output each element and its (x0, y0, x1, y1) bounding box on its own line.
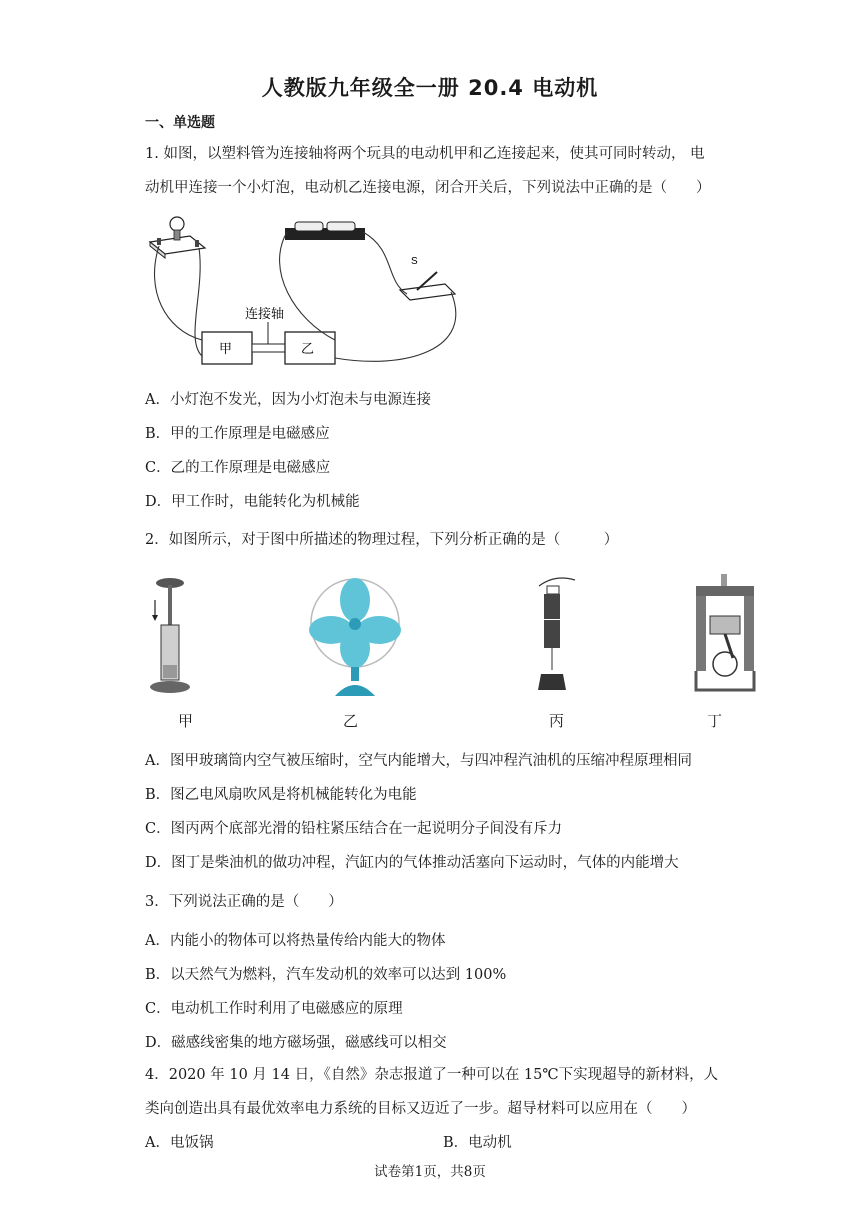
q3-option-a: A．内能小的物体可以将热量传给内能大的物体 (145, 933, 446, 949)
q1-stem-line1: 1. 如图，以塑料管为连接轴将两个玩具的电动机甲和乙连接起来，使其可同时转动， 电 (145, 146, 705, 162)
q2-option-c: C．图丙两个底部光滑的铅柱紧压结合在一起说明分子间没有斥力 (145, 821, 563, 837)
lamp-board (150, 217, 205, 258)
q3-option-d: D．磁感线密集的地方磁场强，磁感线可以相交 (145, 1035, 447, 1051)
q2-caption-ding: 丁 (707, 712, 723, 730)
q4-option-a: A．电饭锅 (145, 1135, 214, 1151)
hand-icon (539, 578, 575, 586)
q2-figure-ding (688, 572, 763, 700)
q1-circuit-figure (145, 210, 485, 375)
q2-option-a: A．图甲玻璃筒内空气被压缩时，空气内能增大，与四冲程汽油机的压缩冲程原理相同 (145, 753, 692, 769)
q1-stem-line2: 动机甲连接一个小灯泡，电动机乙连接电源，闭合开关后，下列说法中正确的是（ ） (145, 180, 711, 196)
q1-option-a: A．小灯泡不发光，因为小灯泡未与电源连接 (145, 392, 431, 408)
switch-label: S (411, 256, 418, 267)
fan-icon (309, 578, 401, 668)
q1-option-d: D．甲工作时，电能转化为机械能 (145, 494, 360, 510)
q3-option-c: C．电动机工作时利用了电磁感应的原理 (145, 1001, 403, 1017)
q2-caption-bing: 丙 (549, 712, 565, 730)
q2-figure-bing (525, 572, 595, 700)
q1-option-b: B．甲的工作原理是电磁感应 (145, 426, 330, 442)
q4-stem-line1: 4．2020 年 10 月 14 日，《自然》杂志报道了一种可以在 15℃下实现超导的新材料，人 (145, 1067, 719, 1083)
q4-stem-line2: 类向创造出具有最优效率电力系统的目标又迈近了一步。超导材料可以应用在（ ） (145, 1101, 696, 1117)
page-title: 人教版九年级全一册 20.4 电动机 (261, 76, 599, 100)
battery-box (285, 222, 365, 240)
page-footer: 试卷第1页，共8页 (374, 1164, 486, 1180)
q2-option-d: D．图丁是柴油机的做功冲程，汽缸内的气体推动活塞向下运动时，气体的内能增大 (145, 855, 679, 871)
q3-stem: 3．下列说法正确的是（ ） (145, 894, 343, 910)
q2-figure-jia (145, 575, 205, 700)
bulb-icon (170, 217, 184, 231)
axle-label: 连接轴 (245, 307, 285, 322)
q1-option-c: C．乙的工作原理是电磁感应 (145, 460, 331, 476)
switch-board (400, 256, 455, 300)
q3-option-b: B．以天然气为燃料，汽车发动机的效率可以达到 100% (145, 967, 507, 983)
motor-b-label: 乙 (301, 342, 315, 357)
motor-a-label: 甲 (219, 342, 233, 357)
q2-caption-jia: 甲 (178, 712, 194, 730)
q2-option-b: B．图乙电风扇吹风是将机械能转化为电能 (145, 787, 417, 803)
q2-stem: 2．如图所示，对于图中所描述的物理过程，下列分析正确的是（ ） (145, 532, 619, 548)
q2-figure-fan (305, 578, 405, 703)
section-heading: 一、单选题 (145, 115, 215, 131)
q4-option-b: B．电动机 (443, 1135, 512, 1151)
q2-caption-yi: 乙 (343, 712, 359, 730)
